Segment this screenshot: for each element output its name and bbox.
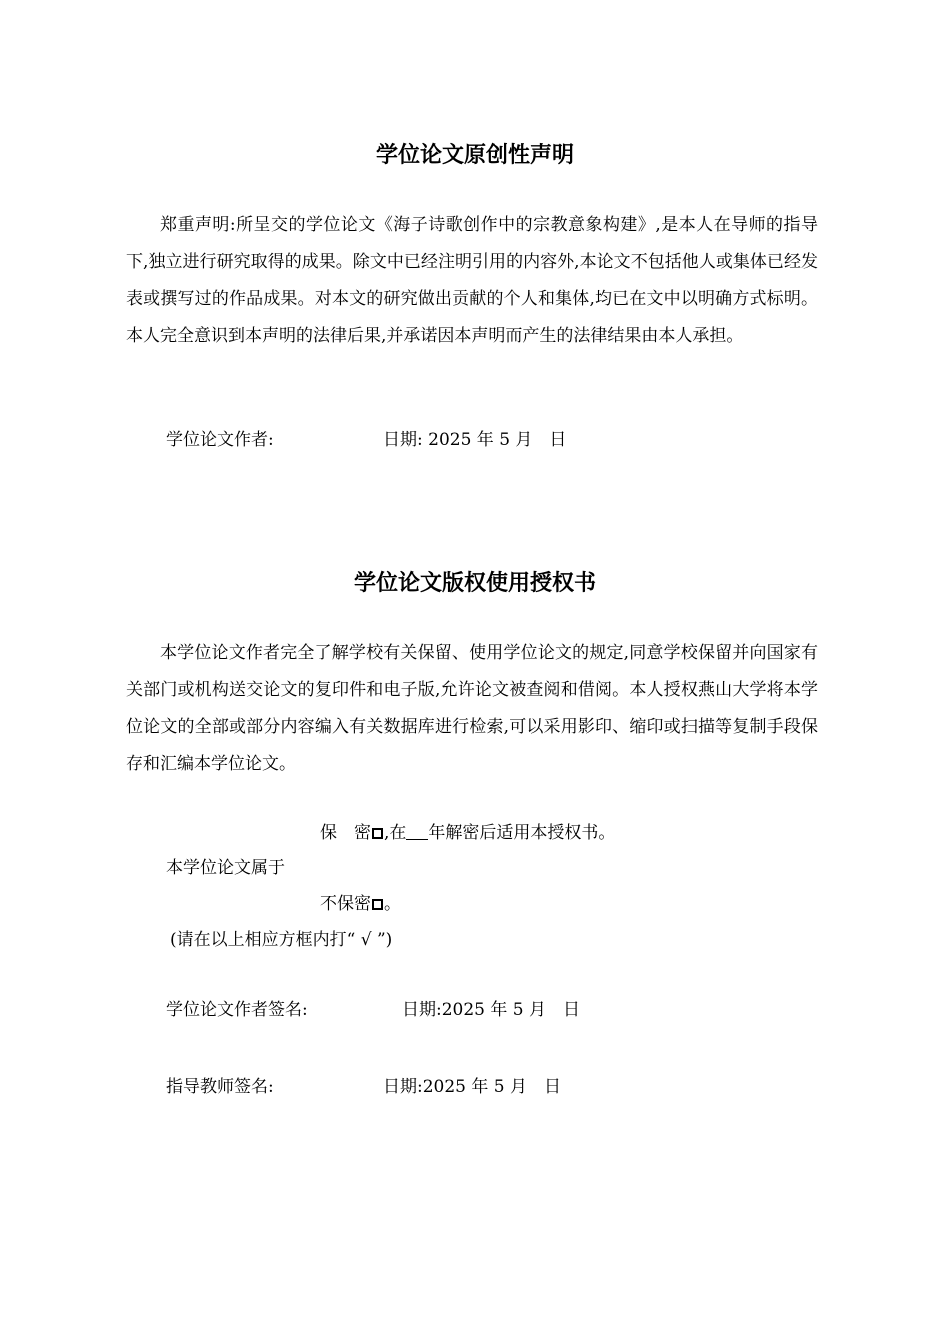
not-confidential-suffix: 。 [384,894,401,914]
confidential-checkbox[interactable] [372,828,383,839]
not-confidential-checkbox[interactable] [372,899,383,910]
not-confidential-line [320,892,401,916]
checkbox-instruction: (请在以上相应方框内打“ √ ”) [170,930,393,950]
confidential-suffix: 年解密后适用本授权书。 [428,823,616,843]
authorization-paragraph: 本学位论文作者完全了解学校有关保留、使用学位论文的规定,同意学校保留并向国家有关部门或机构送交论文的复印件和电子版,允许论文被查阅和借阅。本人授权燕山大学将本学位论文的全部或部分内容编入有关数据库进行检索,可以采用影印、缩印或扫描等复制手段保存和汇编本学位论文。 [126,643,818,774]
confidential-line [320,821,615,845]
declaration-date-label: 日期: 2025 年 5 月 日 [383,430,567,450]
advisor-sign-label: 指导教师签名: [166,1077,274,1097]
belongs-label: 本学位论文属于 [166,858,285,878]
authorization-title: 学位论文版权使用授权书 [353,571,596,596]
declaration-paragraph: 郑重声明:所呈交的学位论文《海子诗歌创作中的宗教意象构建》,是本人在导师的指导下,独立进行研究取得的成果。除文中已经注明引用的内容外,本论文不包括他人或集体已经发表或撰写过的作品成果。对本文的研究做出贡献的个人和集体,均已在文中以明确方式标明。本人完全意识到本声明的法律后果,并承诺因本声明而产生的法律结果由本人承担。 [126,215,818,346]
author-sign-label: 学位论文作者签名: [166,1000,308,1020]
years-blank-field[interactable] [406,823,428,840]
confidential-prefix: 保 密 [320,823,371,843]
advisor-sign-date-label: 日期:2025 年 5 月 日 [383,1077,562,1097]
author-label: 学位论文作者: [166,430,274,450]
declaration-title: 学位论文原创性声明 [375,143,574,168]
not-confidential-label: 不保密 [320,894,371,914]
confidential-mid: ,在 [384,823,407,843]
author-sign-date-label: 日期:2025 年 5 月 日 [402,1000,581,1020]
